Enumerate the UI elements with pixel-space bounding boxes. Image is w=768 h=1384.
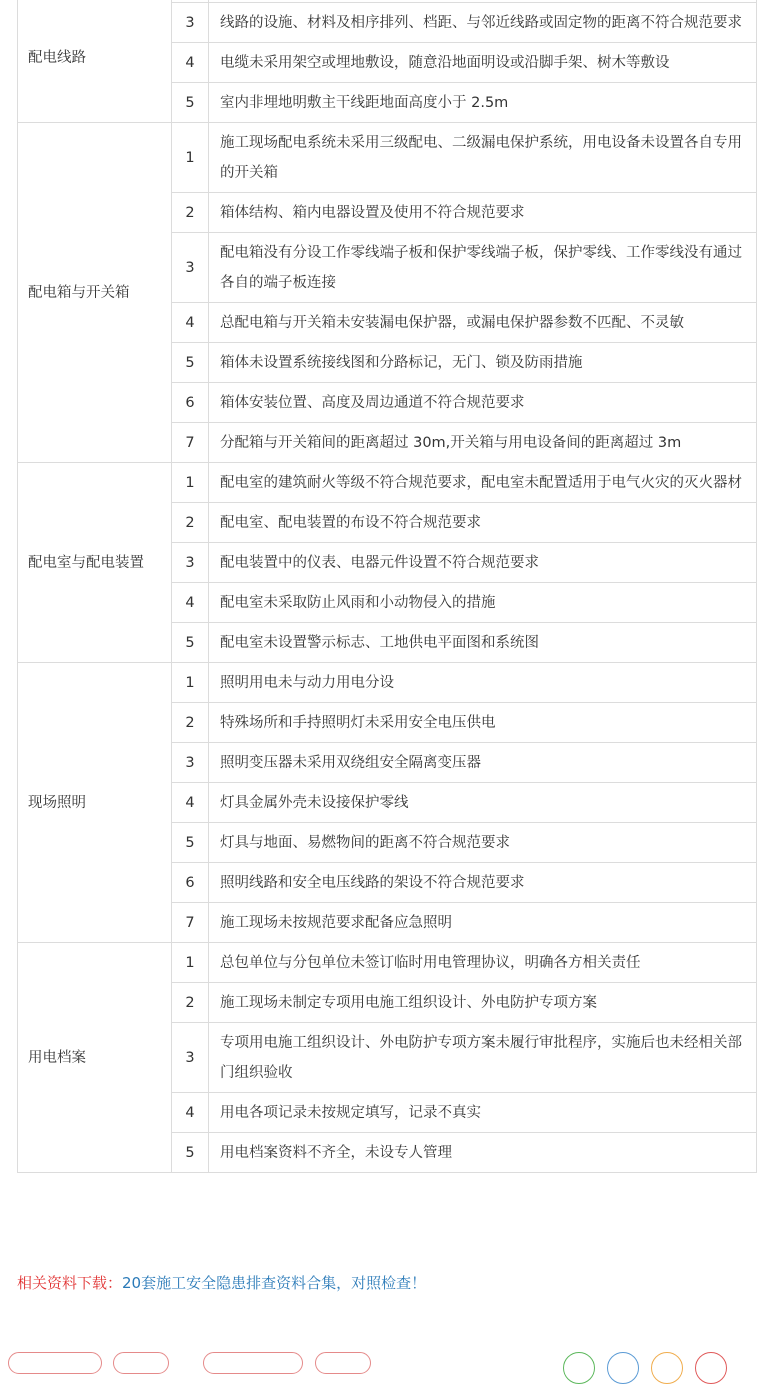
item-description: 分配箱与开关箱间的距离超过 30m,开关箱与用电设备间的距离超过 3m [209, 423, 757, 463]
item-number: 1 [172, 663, 209, 703]
item-number: 3 [172, 743, 209, 783]
item-number: 5 [172, 823, 209, 863]
item-description: 照明线路和安全电压线路的架设不符合规范要求 [209, 863, 757, 903]
item-number: 3 [172, 3, 209, 43]
item-number: 1 [172, 463, 209, 503]
item-description: 室内非埋地明敷主干线距地面高度小于 2.5m [209, 83, 757, 123]
item-description: 配电箱没有分设工作零线端子板和保护零线端子板，保护零线、工作零线没有通过各自的端子板连接 [209, 233, 757, 303]
item-description: 用电各项记录未按规定填写，记录不真实 [209, 1093, 757, 1133]
item-description: 施工现场未制定专项用电施工组织设计、外电防护专项方案 [209, 983, 757, 1023]
share-pill-button[interactable] [8, 1352, 102, 1374]
qzone-share-icon[interactable] [651, 1352, 683, 1384]
item-description: 特殊场所和手持照明灯未采用安全电压供电 [209, 703, 757, 743]
share-pill-button[interactable] [113, 1352, 169, 1374]
share-toolbar [0, 1352, 768, 1361]
category-cell: 配电室与配电装置 [18, 463, 172, 663]
item-description: 箱体安装位置、高度及周边通道不符合规范要求 [209, 383, 757, 423]
category-cell: 用电档案 [18, 943, 172, 1173]
item-number: 4 [172, 583, 209, 623]
item-description: 施工现场配电系统未采用三级配电、二级漏电保护系统，用电设备未设置各自专用的开关箱 [209, 123, 757, 193]
item-number: 2 [172, 503, 209, 543]
item-description: 用电档案资料不齐全，未设专人管理 [209, 1133, 757, 1173]
item-description: 专项用电施工组织设计、外电防护专项方案未履行审批程序，实施后也未经相关部门组织验收 [209, 1023, 757, 1093]
item-number: 1 [172, 123, 209, 193]
item-description: 配电室的建筑耐火等级不符合规范要求，配电室未配置适用于电气火灾的灭火器材 [209, 463, 757, 503]
share-pill-button[interactable] [203, 1352, 303, 1374]
item-number: 5 [172, 1133, 209, 1173]
item-number: 4 [172, 43, 209, 83]
item-number: 6 [172, 863, 209, 903]
category-cell: 配电箱与开关箱 [18, 123, 172, 463]
item-number: 2 [172, 703, 209, 743]
table-row [18, 463, 757, 503]
related-downloads [17, 1271, 426, 1295]
item-description: 灯具与地面、易燃物间的距离不符合规范要求 [209, 823, 757, 863]
item-description: 照明变压器未采用双绕组安全隔离变压器 [209, 743, 757, 783]
table-row [18, 943, 757, 983]
table-row [18, 123, 757, 193]
item-number: 2 [172, 983, 209, 1023]
item-description: 配电室、配电装置的布设不符合规范要求 [209, 503, 757, 543]
hazard-table-container [17, 0, 757, 1173]
table-row [18, 663, 757, 703]
item-number: 4 [172, 303, 209, 343]
category-cell: 现场照明 [18, 663, 172, 943]
wechat-share-icon[interactable] [563, 1352, 595, 1384]
item-number: 4 [172, 783, 209, 823]
item-number: 6 [172, 383, 209, 423]
related-label: 相关资料下载： [17, 1274, 123, 1292]
item-description: 照明用电未与动力用电分设 [209, 663, 757, 703]
item-description: 灯具金属外壳未设接保护零线 [209, 783, 757, 823]
category-cell: 配电线路 [18, 0, 172, 123]
item-number: 5 [172, 83, 209, 123]
item-description: 电缆未采用架空或埋地敷设，随意沿地面明设或沿脚手架、树木等敷设 [209, 43, 757, 83]
item-number: 3 [172, 1023, 209, 1093]
qq-share-icon[interactable] [607, 1352, 639, 1384]
item-number: 5 [172, 623, 209, 663]
item-description: 总包单位与分包单位未签订临时用电管理协议，明确各方相关责任 [209, 943, 757, 983]
item-number: 4 [172, 1093, 209, 1133]
item-number: 5 [172, 343, 209, 383]
item-number: 1 [172, 943, 209, 983]
item-number: 7 [172, 423, 209, 463]
hazard-table [17, 0, 757, 1173]
item-number: 7 [172, 903, 209, 943]
item-description: 箱体未设置系统接线图和分路标记，无门、锁及防雨措施 [209, 343, 757, 383]
item-number: 3 [172, 543, 209, 583]
weibo-share-icon[interactable] [695, 1352, 727, 1384]
item-number: 2 [172, 193, 209, 233]
related-download-link[interactable]: 20套施工安全隐患排查资料合集，对照检查！ [122, 1274, 427, 1292]
item-description: 总配电箱与开关箱未安装漏电保护器，或漏电保护器参数不匹配、不灵敏 [209, 303, 757, 343]
share-pill-button[interactable] [315, 1352, 371, 1374]
item-description: 配电室未设置警示标志、工地供电平面图和系统图 [209, 623, 757, 663]
item-description: 箱体结构、箱内电器设置及使用不符合规范要求 [209, 193, 757, 233]
item-description: 线路的设施、材料及相序排列、档距、与邻近线路或固定物的距离不符合规范要求 [209, 3, 757, 43]
item-description: 配电装置中的仪表、电器元件设置不符合规范要求 [209, 543, 757, 583]
item-description: 配电室未采取防止风雨和小动物侵入的措施 [209, 583, 757, 623]
item-description: 施工现场未按规范要求配备应急照明 [209, 903, 757, 943]
item-number: 3 [172, 233, 209, 303]
